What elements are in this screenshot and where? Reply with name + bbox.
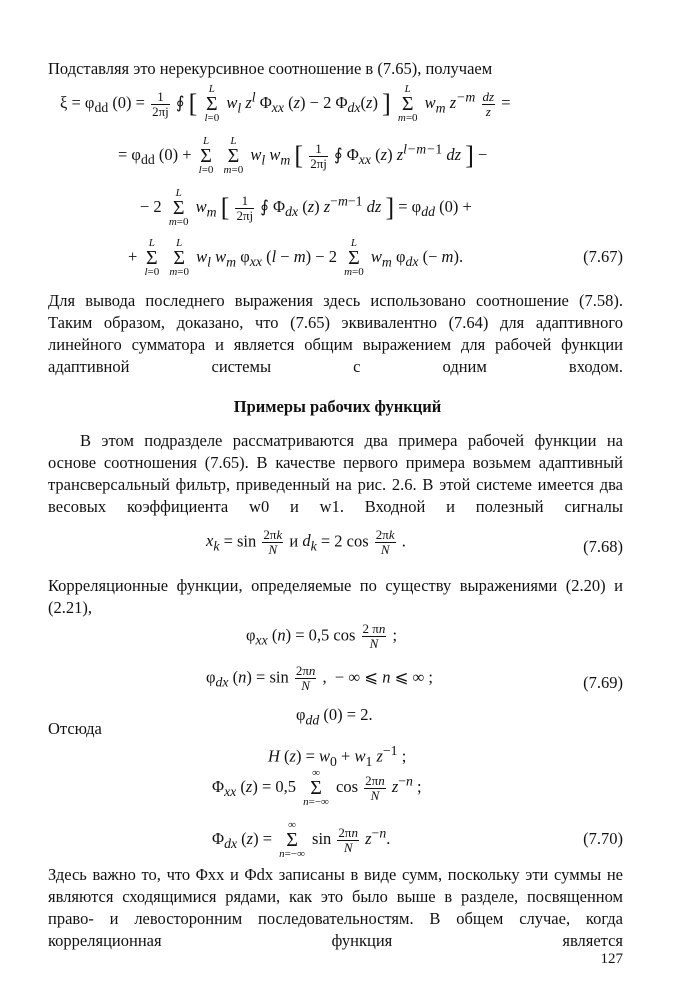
section-heading: Примеры рабочих функций bbox=[233, 397, 442, 416]
word-hence: Отсюда bbox=[48, 719, 102, 738]
page-number: 127 bbox=[600, 951, 623, 967]
equation-7-70-line-2: $\Phi_{xx}$ (z) = 0,5 ∞ Σ n=−∞ cos $\frac{2\pi n}{N}$ $z^{-n}$ ; bbox=[212, 767, 422, 808]
equation-number-7-67: (7.67) bbox=[583, 247, 623, 266]
equation-7-69-line-1: $\varphi_{xx}$ (n) = 0,5 cos $\frac{2 \pi n}{N}$ ; bbox=[246, 621, 398, 651]
equation-number-7-70: (7.70) bbox=[583, 829, 623, 848]
equation-7-67-line-4: + L Σ l=0 L Σ m=0 $w_l$ $w_m$ $\varphi_{xx}$ (l − m) − 2 L Σ m=0 $w_m$ $\varphi_{dx}$ (− m). (7.67) bbox=[128, 237, 623, 278]
equation-7-68: $x_k = \sin$ $\frac{2\pi k}{N}$ и $d_k = 2$ cos $\frac{2\pi k}{N}$ . (7.68) bbox=[206, 527, 623, 557]
equation-7-67-line-3: − 2 L Σ m=0 $w_m$ [ $\frac{1}{2\pi j}$ ∮ $\Phi_{dx}$ (z) $z^{-m-1}$ dz ] = $\varphi_{dd}$ (0) + bbox=[140, 187, 472, 228]
derivation-paragraph: Для вывода последнего выражения здесь использовано соотношение (7.58). Таким образом, доказано, что (7.65) эквивалентно (7.64) для адаптивного линейного сумматора и является общим выражением для рабочей функции адаптивной системы с одним входом. bbox=[48, 291, 623, 376]
examples-paragraph: В этом подразделе рассматриваются два примера рабочей функции на основе соотношения (7.65). В качестве первого примера возьмем адаптивный трансверсальный фильтр, приведенный на рис. 2.6. В этой системе имеется два весовых коэффициента w0 и w1. Входной и полезный сигналы bbox=[48, 431, 623, 516]
correlation-paragraph: Корреляционные функции, определяемые по существу выражениями (2.20) и (2.21), bbox=[48, 576, 623, 617]
equation-number-7-69: (7.69) bbox=[583, 673, 623, 692]
equation-7-67-line-1: $\xi = \varphi_{dd}$ (0) = $\frac{1}{2\pi j}$ ∮ [ L Σ l=0 $w_l$ $z^l$ $\Phi_{xx}$ (z) − 2 $\Phi_{dx}(z)$ ] L Σ m=0 $w_m$ $z^{-m}$ $\frac{dz}{z}$ = bbox=[60, 83, 511, 124]
equation-7-69-line-3: $\varphi_{dd}$ (0) = 2. bbox=[296, 705, 373, 728]
equation-7-70-line-3: $\Phi_{dx}$ (z) = ∞ Σ n=−∞ sin $\frac{2\pi n}{N}$ $z^{-n}$. (7.70) bbox=[212, 819, 623, 860]
final-paragraph: Здесь важно то, что Φxx и Φdx записаны в виде сумм, поскольку эти суммы не являются сходящимися рядами, как это было выше в разделе, посвященном право- и левосторонним последовательностям. В общем случае, когда корреляционная функция является bbox=[48, 865, 623, 950]
equation-7-70-line-1: H $(z) = w_0 + w_1$ $z^{-1}$ ; bbox=[268, 743, 407, 769]
equation-number-7-68: (7.68) bbox=[583, 537, 623, 556]
equation-7-67-line-2: = $\varphi_{dd}$ (0) + L Σ l=0 L Σ m=0 $w_l$ $w_m$ [ $\frac{1}{2\pi j}$ ∮ $\Phi_{xx}$ (z) $z^{l-m-1}$ dz ] − bbox=[118, 135, 488, 176]
intro-paragraph: Подставляя это нерекурсивное соотношение в (7.65), получаем bbox=[48, 59, 493, 78]
equation-7-69-line-2: $\varphi_{dx}$ (n) = sin $\frac{2\pi n}{N}$ , − ∞ ⩽ n ⩽ ∞ ; (7.69) bbox=[206, 663, 623, 693]
